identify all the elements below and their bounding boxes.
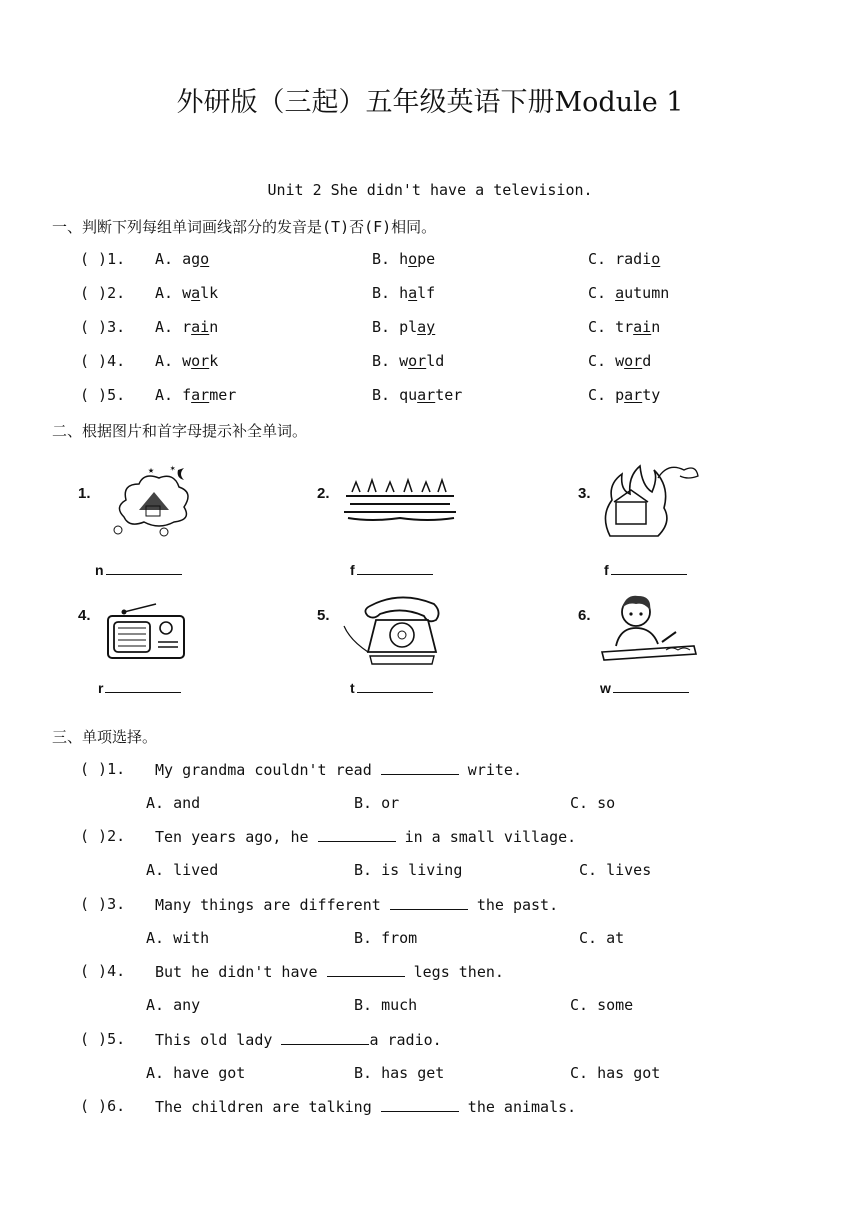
choice-c[interactable]: C. some [570,996,634,1014]
answer-bracket[interactable]: ( )2. [80,827,126,845]
option-c: C. word [588,352,652,370]
fill-word-line[interactable]: n [95,562,182,578]
answer-blank[interactable] [281,1030,369,1045]
answer-blank[interactable] [381,1097,459,1112]
picture-number: 3. [578,485,591,502]
option-b: B. half [372,284,436,302]
option-c: C. radio [588,250,661,268]
svg-text:✶: ✶ [170,464,176,474]
question-stem: This old lady a radio. [155,1031,442,1049]
answer-bracket[interactable]: ( )6. [80,1097,126,1115]
question-stem: But he didn't have legs then. [155,963,504,981]
section-2-heading: 二、根据图片和首字母提示补全单词。 [52,422,308,440]
answer-bracket[interactable]: ( )3. [80,895,126,913]
choice-a[interactable]: A. any [146,996,201,1014]
option-b: B. hope [372,250,436,268]
answer-bracket[interactable]: ( )5. [80,1030,126,1048]
option-c: C. train [588,318,661,336]
answer-bracket[interactable]: ( )4. [80,352,126,370]
option-b: B. world [372,352,445,370]
answer-blank[interactable] [390,895,468,910]
choice-a[interactable]: A. lived [146,861,219,879]
question-stem: The children are talking the animals. [155,1098,577,1116]
option-c: C. autumn [588,284,670,302]
option-b: B. play [372,318,436,336]
night-sky-house-icon [104,462,200,540]
choice-c[interactable]: C. so [570,794,616,812]
picture-number: 6. [578,607,591,624]
answer-bracket[interactable]: ( )5. [80,386,126,404]
choice-b[interactable]: B. much [354,996,418,1014]
fill-word-line[interactable]: w [600,680,689,696]
option-a: A. work [155,352,219,370]
choice-c[interactable]: C. at [579,929,625,947]
answer-blank[interactable] [318,827,396,842]
choice-a[interactable]: A. and [146,794,201,812]
page-title: 外研版（三起）五年级英语下册Module 1 [176,87,684,118]
answer-bracket[interactable]: ( )3. [80,318,126,336]
picture-number: 4. [78,607,91,624]
unit-subtitle: Unit 2 She didn't have a television. [267,181,593,199]
option-c: C. party [588,386,661,404]
question-stem: My grandma couldn't read write. [155,761,522,779]
choice-b[interactable]: B. is living [354,861,463,879]
boy-writing-icon [596,588,700,666]
picture-number: 1. [78,485,91,502]
telephone-icon [340,590,446,668]
question-stem: Ten years ago, he in a small village. [155,828,577,846]
choice-a[interactable]: A. have got [146,1064,246,1082]
choice-b[interactable]: B. has get [354,1064,445,1082]
field-icon [342,474,458,524]
question-stem: Many things are different the past. [155,896,559,914]
fill-word-line[interactable]: f [604,562,687,578]
answer-blank[interactable] [327,962,405,977]
option-a: A. farmer [155,386,237,404]
fill-word-line[interactable]: r [98,680,181,696]
option-b: B. quarter [372,386,463,404]
fill-word-line[interactable]: f [350,562,433,578]
answer-bracket[interactable]: ( )1. [80,760,126,778]
choice-c[interactable]: C. lives [579,861,652,879]
picture-number: 5. [317,607,330,624]
choice-c[interactable]: C. has got [570,1064,661,1082]
choice-b[interactable]: B. from [354,929,418,947]
picture-number: 2. [317,485,330,502]
choice-a[interactable]: A. with [146,929,210,947]
option-a: A. walk [155,284,219,302]
fire-icon [598,456,702,540]
option-a: A. rain [155,318,219,336]
choice-b[interactable]: B. or [354,794,400,812]
svg-text:★: ★ [148,465,155,476]
radio-icon [104,600,188,662]
answer-bracket[interactable]: ( )2. [80,284,126,302]
answer-blank[interactable] [381,760,459,775]
answer-bracket[interactable]: ( )4. [80,962,126,980]
option-a: A. ago [155,250,210,268]
fill-word-line[interactable]: t [350,680,433,696]
answer-bracket[interactable]: ( )1. [80,250,126,268]
section-1-heading: 一、判断下列每组单词画线部分的发音是(T)否(F)相同。 [52,218,437,236]
section-3-heading: 三、单项选择。 [52,728,158,746]
